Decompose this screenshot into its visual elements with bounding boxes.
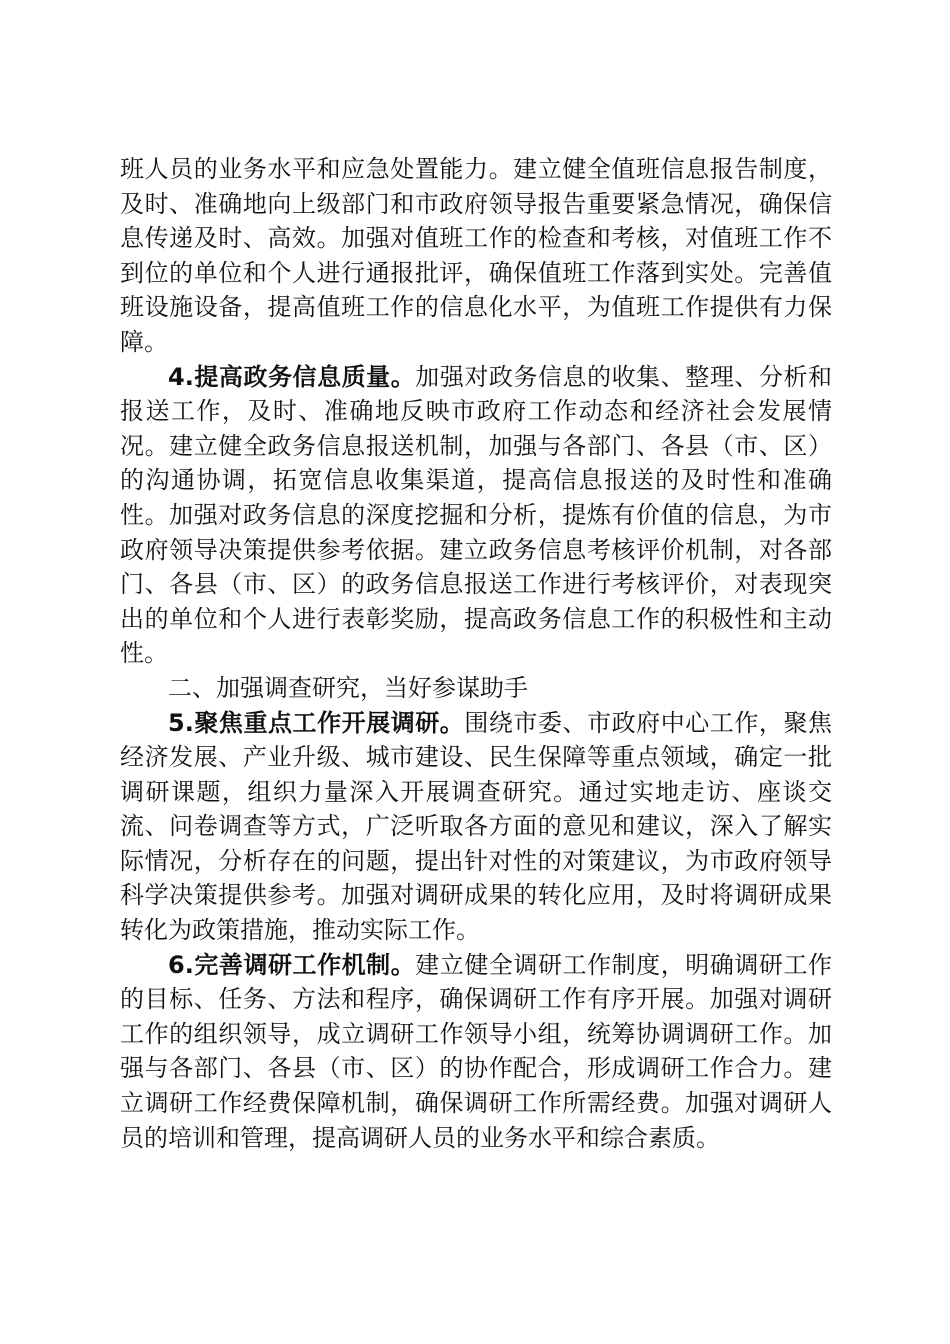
paragraph-text: 围绕市委、市政府中心工作，聚焦经济发展、产业升级、城市建设、民生保障等重点领域，确定一批调研课题，组织力量深入开展调查研究。通过实地走访、座谈交流、问卷调查等方式，广泛听取各方面的意见和建议，深入了解实际情况，分析存在的问题，提出针对性的对策建议，为市政府领导科学决策提供参考。加强对调研成果的转化应用，及时将调研成果转化为政策措施，推动实际工作。 <box>120 708 832 945</box>
paragraph-heading: 5.聚焦重点工作开展调研。 <box>168 708 465 737</box>
paragraph-text: 加强对政务信息的收集、整理、分析和报送工作，及时、准确地反映市政府工作动态和经济社会发展情况。建立健全政务信息报送机制，加强与各部门、各县（市、区）的沟通协调，拓宽信息收集渠道，提高信息报送的及时性和准确性。加强对政务信息的深度挖掘和分析，提炼有价值的信息，为市政府领导决策提供参考依据。建立政务信息考核评价机制，对各部门、各县（市、区）的政务信息报送工作进行考核评价，对表现突出的单位和个人进行表彰奖励，提高政务信息工作的积极性和主动性。 <box>120 362 833 668</box>
paragraph-duty-continued <box>120 152 832 360</box>
paragraph-heading: 6.完善调研工作机制。 <box>168 950 416 979</box>
paragraph-item-6 <box>120 948 832 1156</box>
document-body <box>120 152 832 1155</box>
paragraph-text: 班人员的业务水平和应急处置能力。建立健全值班信息报告制度，及时、准确地向上级部门和市政府领导报告重要紧急情况，确保信息传递及时、高效。加强对值班工作的检查和考核，对值班工作不到位的单位和个人进行通报批评，确保值班工作落到实处。完善值班设施设备，提高值班工作的信息化水平，为值班工作提供有力保障。 <box>120 155 832 356</box>
paragraph-item-5 <box>120 706 832 948</box>
paragraph-item-4 <box>120 360 832 671</box>
section-heading <box>120 671 832 706</box>
section-heading-text: 二、加强调查研究，当好参谋助手 <box>168 673 528 702</box>
paragraph-heading: 4.提高政务信息质量。 <box>168 362 416 391</box>
paragraph-text: 建立健全调研工作制度，明确调研工作的目标、任务、方法和程序，确保调研工作有序开展。加强对调研工作的组织领导，成立调研工作领导小组，统筹协调调研工作。加强与各部门、各县（市、区）的协作配合，形成调研工作合力。建立调研工作经费保障机制，确保调研工作所需经费。加强对调研人员的培训和管理，提高调研人员的业务水平和综合素质。 <box>120 950 833 1152</box>
